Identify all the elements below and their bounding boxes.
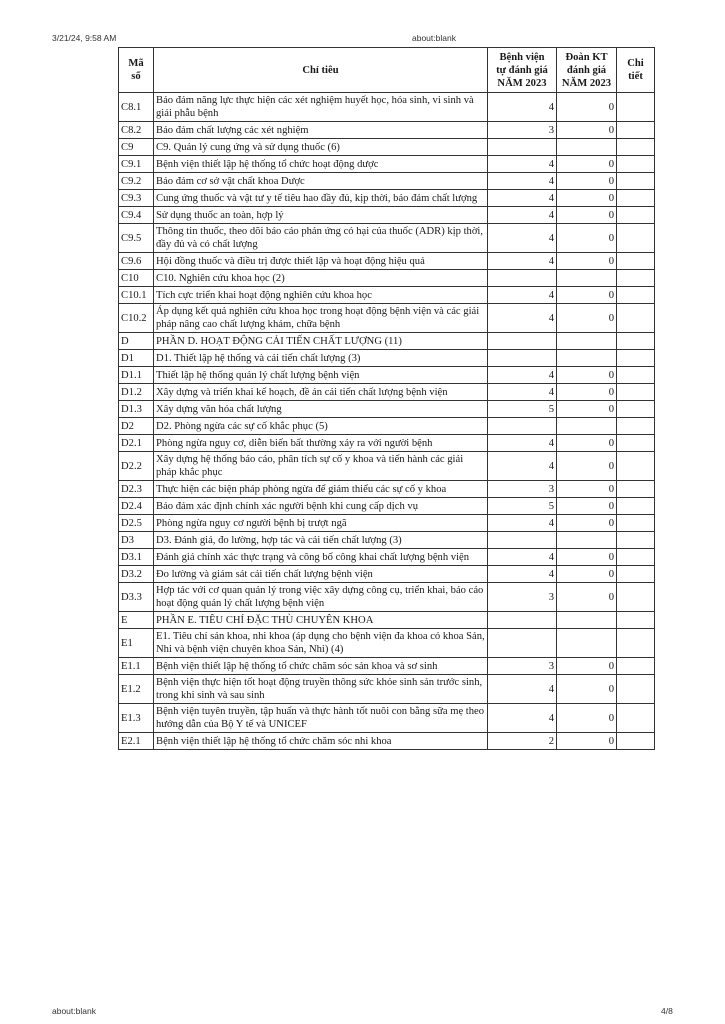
row-team-score — [557, 418, 617, 435]
row-details — [617, 333, 655, 350]
row-criteria: Đo lường và giám sát cải tiến chất lượng bệnh viện — [154, 566, 488, 583]
row-self-score: 4 — [488, 304, 557, 333]
row-criteria: Hợp tác với cơ quan quản lý trong việc xây dựng công cụ, triển khai, báo cáo hoạt động quản lý chất lượng bệnh viện — [154, 583, 488, 612]
row-team-score — [557, 270, 617, 287]
row-code: D2.2 — [119, 452, 154, 481]
row-details — [617, 139, 655, 156]
table-row — [119, 190, 655, 207]
row-team-score: 0 — [557, 384, 617, 401]
table-row — [119, 733, 655, 750]
row-team-score — [557, 612, 617, 629]
table-row — [119, 566, 655, 583]
row-team-score: 0 — [557, 566, 617, 583]
row-code: E1 — [119, 629, 154, 658]
row-details — [617, 253, 655, 270]
row-self-score: 2 — [488, 733, 557, 750]
row-code: C9.1 — [119, 156, 154, 173]
table-row — [119, 350, 655, 367]
row-team-score: 0 — [557, 498, 617, 515]
row-self-score: 4 — [488, 207, 557, 224]
table-header-row — [119, 48, 655, 93]
row-details — [617, 583, 655, 612]
row-criteria: Phòng ngừa nguy cơ, diễn biến bất thường xảy ra với người bệnh — [154, 435, 488, 452]
row-self-score: 4 — [488, 156, 557, 173]
row-criteria: D2. Phòng ngừa các sự cố khắc phục (5) — [154, 418, 488, 435]
row-code: D3.2 — [119, 566, 154, 583]
row-criteria: Bảo đảm cơ sở vật chất khoa Dược — [154, 173, 488, 190]
row-team-score: 0 — [557, 122, 617, 139]
row-criteria: Bệnh viện thực hiện tốt hoạt động truyền thông sức khỏe sinh sản trước sinh, trong khi sinh và sau sinh — [154, 675, 488, 704]
row-self-score — [488, 333, 557, 350]
row-self-score — [488, 612, 557, 629]
row-criteria: E1. Tiêu chí sản khoa, nhi khoa (áp dụng cho bệnh viện đa khoa có khoa Sản, Nhi và bệnh viện chuyên khoa Sản, Nhi) (4) — [154, 629, 488, 658]
row-code: D3 — [119, 532, 154, 549]
row-team-score: 0 — [557, 704, 617, 733]
table-row — [119, 333, 655, 350]
header-team-assessment: Đoàn KT đánh giá NĂM 2023 — [557, 48, 617, 93]
row-criteria: Thông tin thuốc, theo dõi báo cáo phản ứng có hại của thuốc (ADR) kịp thời, đầy đủ và có chất lượng — [154, 224, 488, 253]
print-title: about:blank — [412, 33, 456, 43]
row-details — [617, 156, 655, 173]
table-row — [119, 549, 655, 566]
row-details — [617, 304, 655, 333]
table-row — [119, 401, 655, 418]
row-code: D1.3 — [119, 401, 154, 418]
row-details — [617, 93, 655, 122]
row-team-score: 0 — [557, 93, 617, 122]
row-team-score: 0 — [557, 401, 617, 418]
row-criteria: Thiết lập hệ thống quản lý chất lượng bệnh viện — [154, 367, 488, 384]
header-details: Chi tiết — [617, 48, 655, 93]
table-row — [119, 452, 655, 481]
row-team-score: 0 — [557, 733, 617, 750]
row-code: E1.2 — [119, 675, 154, 704]
row-team-score: 0 — [557, 190, 617, 207]
row-criteria: Áp dụng kết quả nghiên cứu khoa học trong hoạt động bệnh viện và các giải pháp nâng cao chất lượng khám, chữa bệnh — [154, 304, 488, 333]
table-row — [119, 418, 655, 435]
table-row — [119, 515, 655, 532]
row-details — [617, 481, 655, 498]
table-row — [119, 675, 655, 704]
row-team-score: 0 — [557, 287, 617, 304]
row-code: E1.3 — [119, 704, 154, 733]
row-details — [617, 675, 655, 704]
row-self-score — [488, 418, 557, 435]
row-criteria: C10. Nghiên cứu khoa học (2) — [154, 270, 488, 287]
table-row — [119, 173, 655, 190]
row-self-score: 4 — [488, 224, 557, 253]
row-details — [617, 384, 655, 401]
row-criteria: Bệnh viện tuyên truyền, tập huấn và thực hành tốt nuôi con bằng sữa mẹ theo hướng dẫn của Bộ Y tế và UNICEF — [154, 704, 488, 733]
criteria-table — [118, 47, 655, 750]
row-code: D2.4 — [119, 498, 154, 515]
table-row — [119, 287, 655, 304]
table-row — [119, 583, 655, 612]
row-self-score — [488, 629, 557, 658]
row-criteria: Sử dụng thuốc an toàn, hợp lý — [154, 207, 488, 224]
row-criteria: PHẦN E. TIÊU CHÍ ĐẶC THÙ CHUYÊN KHOA — [154, 612, 488, 629]
row-details — [617, 224, 655, 253]
row-criteria: Phòng ngừa nguy cơ người bệnh bị trượt ngã — [154, 515, 488, 532]
table-row — [119, 384, 655, 401]
row-team-score: 0 — [557, 435, 617, 452]
row-details — [617, 401, 655, 418]
header-criteria: Chỉ tiêu — [154, 48, 488, 93]
table-row — [119, 156, 655, 173]
row-self-score: 4 — [488, 384, 557, 401]
row-code: C8.2 — [119, 122, 154, 139]
row-details — [617, 190, 655, 207]
row-self-score — [488, 270, 557, 287]
row-self-score: 5 — [488, 498, 557, 515]
row-team-score: 0 — [557, 481, 617, 498]
row-code: D1 — [119, 350, 154, 367]
row-self-score: 4 — [488, 549, 557, 566]
table-row — [119, 435, 655, 452]
row-team-score: 0 — [557, 304, 617, 333]
row-code: C9.6 — [119, 253, 154, 270]
table-row — [119, 93, 655, 122]
table-row — [119, 481, 655, 498]
row-team-score: 0 — [557, 224, 617, 253]
row-criteria: Xây dựng hệ thống báo cáo, phân tích sự cố y khoa và tiến hành các giải pháp khắc phục — [154, 452, 488, 481]
table-row — [119, 122, 655, 139]
row-code: C9.2 — [119, 173, 154, 190]
row-self-score — [488, 350, 557, 367]
row-details — [617, 733, 655, 750]
row-criteria: Bệnh viện thiết lập hệ thống tổ chức chăm sóc sản khoa và sơ sinh — [154, 658, 488, 675]
table-row — [119, 629, 655, 658]
table-row — [119, 270, 655, 287]
table-row — [119, 498, 655, 515]
row-self-score: 5 — [488, 401, 557, 418]
row-criteria: Cung ứng thuốc và vật tư y tế tiêu hao đầy đủ, kịp thời, bảo đảm chất lượng — [154, 190, 488, 207]
row-details — [617, 367, 655, 384]
row-team-score: 0 — [557, 515, 617, 532]
row-details — [617, 612, 655, 629]
row-criteria: PHẦN D. HOẠT ĐỘNG CẢI TIẾN CHẤT LƯỢNG (11) — [154, 333, 488, 350]
row-code: C8.1 — [119, 93, 154, 122]
row-team-score: 0 — [557, 367, 617, 384]
print-footer-url: about:blank — [52, 1006, 96, 1016]
row-details — [617, 207, 655, 224]
row-details — [617, 498, 655, 515]
row-code: C10.2 — [119, 304, 154, 333]
row-details — [617, 122, 655, 139]
row-details — [617, 629, 655, 658]
row-self-score: 4 — [488, 704, 557, 733]
table-row — [119, 253, 655, 270]
table-body — [119, 93, 655, 750]
row-code: D1.2 — [119, 384, 154, 401]
row-self-score: 4 — [488, 367, 557, 384]
row-team-score — [557, 350, 617, 367]
row-self-score: 4 — [488, 287, 557, 304]
row-details — [617, 270, 655, 287]
row-details — [617, 515, 655, 532]
row-team-score: 0 — [557, 156, 617, 173]
table-row — [119, 612, 655, 629]
row-code: C9.5 — [119, 224, 154, 253]
row-criteria: C9. Quản lý cung ứng và sử dụng thuốc (6) — [154, 139, 488, 156]
row-self-score: 3 — [488, 481, 557, 498]
row-self-score: 4 — [488, 190, 557, 207]
header-self-assessment: Bệnh viện tự đánh giá NĂM 2023 — [488, 48, 557, 93]
row-criteria: Tích cực triển khai hoạt động nghiên cứu khoa học — [154, 287, 488, 304]
row-self-score: 4 — [488, 515, 557, 532]
row-self-score: 4 — [488, 452, 557, 481]
row-self-score: 4 — [488, 173, 557, 190]
row-code: C10.1 — [119, 287, 154, 304]
print-page-number: 4/8 — [661, 1006, 673, 1016]
row-criteria: D1. Thiết lập hệ thống và cải tiến chất lượng (3) — [154, 350, 488, 367]
row-code: D2.5 — [119, 515, 154, 532]
row-details — [617, 566, 655, 583]
table-row — [119, 532, 655, 549]
row-self-score: 3 — [488, 122, 557, 139]
row-team-score: 0 — [557, 253, 617, 270]
row-code: D2.1 — [119, 435, 154, 452]
row-code: E1.1 — [119, 658, 154, 675]
row-team-score — [557, 629, 617, 658]
header-code: Mã số — [119, 48, 154, 93]
row-code: D2.3 — [119, 481, 154, 498]
row-criteria: Đánh giá chính xác thực trạng và công bố công khai chất lượng bệnh viện — [154, 549, 488, 566]
row-criteria: Bệnh viện thiết lập hệ thống tổ chức chăm sóc nhi khoa — [154, 733, 488, 750]
row-code: C9 — [119, 139, 154, 156]
row-code: D — [119, 333, 154, 350]
table-row — [119, 704, 655, 733]
row-criteria: Bảo đảm năng lực thực hiện các xét nghiệm huyết học, hóa sinh, vi sinh và giải phẫu bệnh — [154, 93, 488, 122]
row-details — [617, 658, 655, 675]
row-team-score: 0 — [557, 207, 617, 224]
row-details — [617, 418, 655, 435]
row-team-score: 0 — [557, 675, 617, 704]
row-self-score: 4 — [488, 435, 557, 452]
row-code: C9.4 — [119, 207, 154, 224]
row-team-score — [557, 333, 617, 350]
table-row — [119, 224, 655, 253]
row-code: E — [119, 612, 154, 629]
row-team-score: 0 — [557, 452, 617, 481]
row-self-score: 4 — [488, 253, 557, 270]
row-criteria: D3. Đánh giá, đo lường, hợp tác và cải tiến chất lượng (3) — [154, 532, 488, 549]
row-self-score: 4 — [488, 675, 557, 704]
row-team-score: 0 — [557, 583, 617, 612]
row-team-score: 0 — [557, 173, 617, 190]
row-details — [617, 287, 655, 304]
row-details — [617, 549, 655, 566]
row-code: C9.3 — [119, 190, 154, 207]
row-details — [617, 532, 655, 549]
row-self-score — [488, 532, 557, 549]
row-team-score — [557, 532, 617, 549]
row-team-score: 0 — [557, 658, 617, 675]
row-code: D3.3 — [119, 583, 154, 612]
row-self-score: 4 — [488, 566, 557, 583]
row-self-score: 4 — [488, 93, 557, 122]
row-criteria: Thực hiện các biện pháp phòng ngừa để giảm thiểu các sự cố y khoa — [154, 481, 488, 498]
row-code: D3.1 — [119, 549, 154, 566]
row-self-score: 3 — [488, 658, 557, 675]
row-details — [617, 173, 655, 190]
row-code: D1.1 — [119, 367, 154, 384]
row-code: C10 — [119, 270, 154, 287]
row-criteria: Xây dựng và triển khai kế hoạch, đề án cải tiến chất lượng bệnh viện — [154, 384, 488, 401]
row-details — [617, 435, 655, 452]
print-timestamp: 3/21/24, 9:58 AM — [52, 33, 117, 43]
row-details — [617, 350, 655, 367]
row-criteria: Bệnh viện thiết lập hệ thống tổ chức hoạt động dược — [154, 156, 488, 173]
row-details — [617, 452, 655, 481]
row-code: D2 — [119, 418, 154, 435]
table-row — [119, 207, 655, 224]
table-row — [119, 139, 655, 156]
row-criteria: Bảo đảm xác định chính xác người bệnh khi cung cấp dịch vụ — [154, 498, 488, 515]
row-criteria: Xây dựng văn hóa chất lượng — [154, 401, 488, 418]
table-row — [119, 304, 655, 333]
row-details — [617, 704, 655, 733]
row-criteria: Hội đồng thuốc và điều trị được thiết lập và hoạt động hiệu quả — [154, 253, 488, 270]
table-row — [119, 367, 655, 384]
row-criteria: Bảo đảm chất lượng các xét nghiệm — [154, 122, 488, 139]
row-self-score: 3 — [488, 583, 557, 612]
row-self-score — [488, 139, 557, 156]
row-team-score — [557, 139, 617, 156]
row-code: E2.1 — [119, 733, 154, 750]
row-team-score: 0 — [557, 549, 617, 566]
table-row — [119, 658, 655, 675]
